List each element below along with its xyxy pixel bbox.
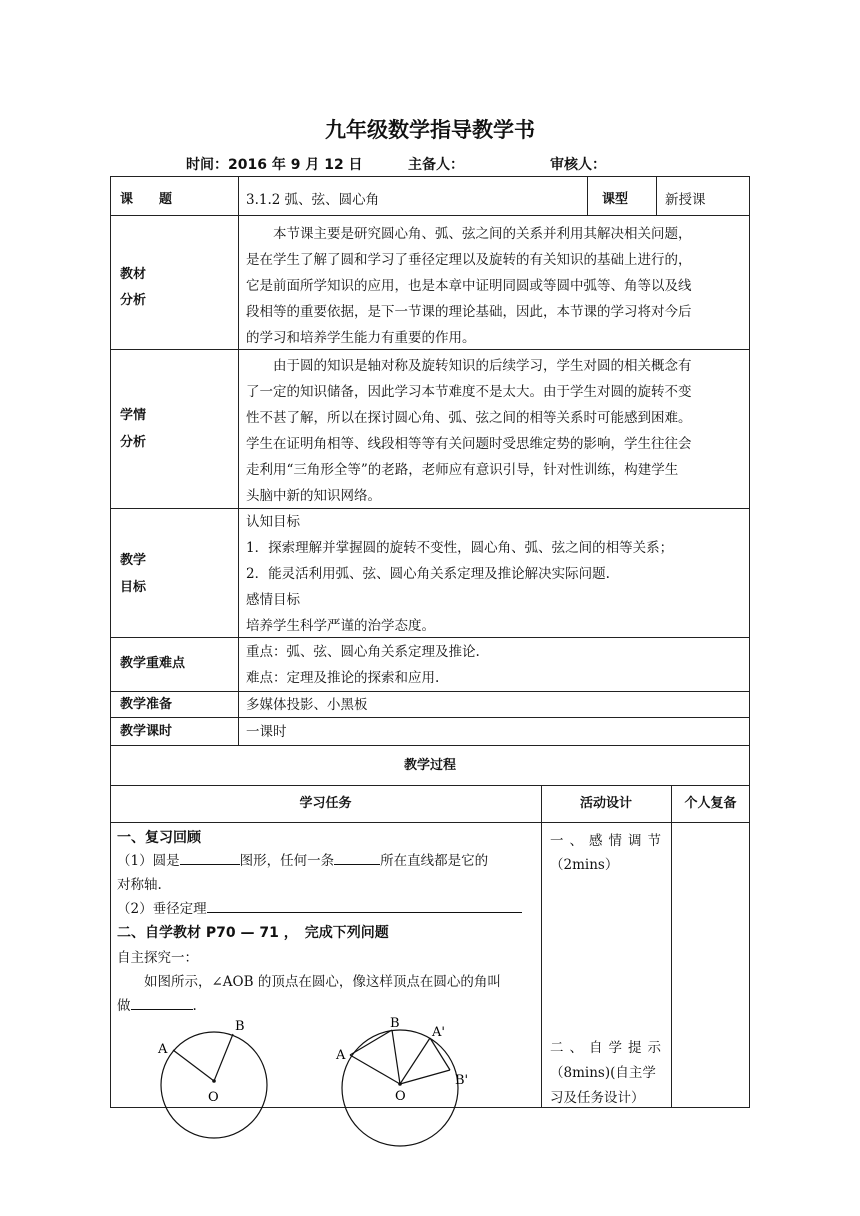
activity-2-line-1: 二、自学提示 bbox=[550, 1040, 667, 1056]
topic-label: 课 题 bbox=[120, 192, 173, 207]
process-heading: 教学过程 bbox=[403, 758, 456, 773]
figure-central-angle bbox=[150, 1010, 280, 1160]
date-field: 时间：2016 年 9 月 12 日 bbox=[186, 157, 363, 173]
key-label: 教学重难点 bbox=[120, 656, 186, 671]
col-activity-header: 活动设计 bbox=[579, 796, 632, 811]
review-item-2: （2）垂径定理 bbox=[117, 896, 522, 922]
activity-1-line-1: 一、感情调节 bbox=[550, 833, 667, 849]
fig2-label-a-prime: A' bbox=[432, 1025, 445, 1040]
fig2-label-b-prime: B' bbox=[455, 1073, 469, 1088]
student-text: 由于圆的知识是轴对称及旋转知识的后续学习，学生对圆的相关概念有 了一定的知识储备，因此学习本节难度不是太大。由于学生对圆的旋转不变 性不甚了解，所以在探讨圆心角、弧、弦之间的相等关系时可能感到困难。 学生在证明角相等、线段相等等有关问题时受思维定势的影响，学生往往会 走利用“三角形全等”的老路，老师应有意识引导，针对性训练，构建学生 头脑中新的知识网络。 bbox=[246, 358, 692, 504]
material-label-1: 教材 bbox=[120, 267, 147, 282]
activity-2-line-3: 习及任务设计） bbox=[550, 1090, 645, 1106]
hours-label: 教学课时 bbox=[120, 724, 173, 739]
fig2-label-b: B bbox=[390, 1016, 400, 1031]
goals-text: 认知目标 1．探索理解并掌握圆的旋转不变性，圆心角、弧、弦之间的相等关系； 2．能灵活利用弧、弦、圆心角关系定理及推论解决实际问题. 感情目标 培养学生科学严谨的治学态度。 bbox=[246, 514, 674, 634]
review-title: 一、复习回顾 bbox=[117, 830, 201, 846]
explore-text: 如图所示，∠AOB 的顶点在圆心，像这样顶点在圆心的角叫 bbox=[117, 974, 501, 990]
prep-value: 多媒体投影、小黑板 bbox=[246, 697, 368, 713]
student-label-1: 学情 bbox=[120, 408, 147, 423]
fig1-label-a: A bbox=[158, 1042, 168, 1057]
goals-label-2: 目标 bbox=[120, 580, 147, 595]
lesson-type-value: 新授课 bbox=[665, 192, 706, 208]
reviewer-field: 审核人： bbox=[550, 157, 606, 173]
self-study-title: 二、自学教材 P70 — 71 ， 完成下列问题 bbox=[117, 925, 389, 941]
student-label-2: 分析 bbox=[120, 435, 147, 450]
review-item-1: （1）圆是 图形，任何一条 所在直线都是它的 bbox=[117, 848, 488, 874]
explore-label: 自主探究一： bbox=[117, 950, 198, 966]
review-item-1-cont: 对称轴. bbox=[117, 877, 162, 893]
activity-1-line-2: （2mins） bbox=[550, 857, 619, 873]
lesson-type-label: 课型 bbox=[602, 192, 629, 207]
material-label-2: 分析 bbox=[120, 293, 147, 308]
material-text: 本节课主要是研究圆心角、弧、弦之间的关系并利用其解决相关问题， 是在学生了解了圆和学习了垂径定理以及旋转的有关知识的基础上进行的， 它是前面所学知识的应用，也是本章中证明同圆或等圆中弧等、角等以及线 段相等的重要依据，是下一节课的理论基础，因此，本节课的学习将对今后 的学习和培养学生能力有重要的作用。 bbox=[246, 226, 692, 346]
topic-value: 3.1.2 弧、弦、圆心角 bbox=[246, 192, 380, 208]
prep-label: 教学准备 bbox=[120, 697, 173, 712]
col-personal-header: 个人复备 bbox=[684, 796, 737, 811]
fig1-label-o: O bbox=[208, 1090, 219, 1105]
page-title: 九年级数学指导教学书 bbox=[325, 118, 535, 142]
preparer-field: 主备人： bbox=[408, 157, 464, 173]
fig2-label-a: A bbox=[336, 1048, 346, 1063]
goals-label-1: 教学 bbox=[120, 553, 147, 568]
key-text: 重点：弧、弦、圆心角关系定理及推论. 难点：定理及推论的探索和应用. bbox=[246, 644, 480, 686]
explore-text-2: 做 . bbox=[117, 993, 197, 1019]
col-task-header: 学习任务 bbox=[299, 796, 352, 811]
fig2-label-o: O bbox=[395, 1089, 406, 1104]
fig1-label-b: B bbox=[235, 1019, 245, 1034]
activity-2-line-2: （8mins)(自主学 bbox=[550, 1065, 656, 1081]
hours-value: 一课时 bbox=[246, 724, 287, 740]
figure-rotated-angle bbox=[330, 1010, 480, 1160]
